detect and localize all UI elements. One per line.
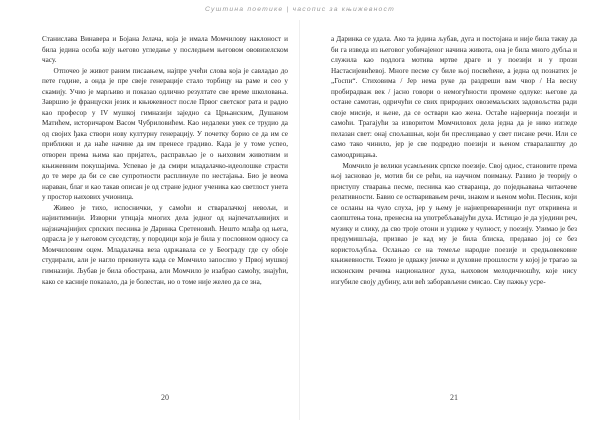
right-page [331,34,577,287]
page-gutter [299,20,300,420]
left-page [42,34,288,287]
right-page-number: 21 [450,393,458,402]
left-paragraph-1: Станислава Винавера и Бојана Јелача, која је имала Момчилову наклоност и била једина особа коју његово угледање у последњем његовом ововизелском часу. [42,35,288,65]
left-paragraph-3: Живео је тихо, испоснички, у самоћи и стваралачкој невољи, и најинтимнији. Изворни утицаја многих дела једног од најпечатљивијих и најзначајнијих српских песника је Даринка Сретеновић. Нешто млађа од њега, одрасла је у његовом суседству, у породици која је била у пословном односу са Момчиловим оцем. Младалачка веза одржавала се у Београду где су обоје студирали, али је нагло прекинута када се Момчило запослио у Првој мушкој гимназији. Љубав је била обострана, али Момчило је изабрао самоћу, знајући, како се касније показало, да је болестан, но о томе није желео да се зна, [42,203,288,286]
right-paragraph-2: Момчило је велики усамљеник српске поезије. Свој однос, становите према њој засновао је, мотив би се рећи, на научном поимању. Развио је теорију о приступу стварања песме, песника као стваранца, до поједњавања читаочеве релативности. Бавио се остваривањем речи, знаком и њеном моћи. Песник, који се осланы на чуло слуха, јер у њему је најнепревареннији пут откривена и саопштења тона, пренесиа на употребљавајући духа. Истицао је да уједини реч, музику и слику, да сво троје отони и уздиже у чулност, у поезију. Узимао је без предумишљаја, призвао је кад му је била блиска, предавао јој се без користољубља. Ослањао се на темеље народне поезије и средњовековне књижевности. Тежио је одважу јенчке и духовне прошлости у којој је трагао за исконским речима националног духа, њиховом мелодичношћу, које нису изгубиле своју дубину, али већ заборављени смисао. Сву пажњу усре- [331,161,577,286]
left-page-number: 20 [161,393,169,402]
left-paragraph-2: Отпочео је живот раним писаањем, најпре учећи слова која је савладао до пете године, а онда је пре свеје генерације стало торбицу на раме и сео у скамију. Учио је марљиво и показао одлично резултате све време школовања. Завршио је француски језик и књижевност после Првог светског рата и радио као професор у IV мушкој гимназији заједно са Црњанским, Душаном Матићем, историчаром Васом Чубриловићем. Као недалеки увек се трудио да од својих ђака створи нову културну генерацију. У почетку борио се да им се приближи и да наће начине да им пренесе градиво. Када је у томе успео, отворен према њима као пријатељ, расправљао је о њиховим животним и књижевним покушајима. Успевао је да смири младалачко-идеолошке страсти до те мере да би се све супротности расплинуле по нестајања. Био је веома нараван, благ и као такав описан је од стране једног ученика као светлост унета у простор њихових учионица. [42,66,288,202]
running-header: Суштина поетике | часопис за књижевност [205,6,395,13]
right-paragraph-1: а Даринка се удала. Ако та једина љубав, дуга и постојана и није била такву да би га изведа из његовог уобичајеног начина живота, она је била много дубља и служила као подлога мотива мртве драге и у поезији и у прози Настасијевићевој. Многе песме су биле њој посвећене, а једна од познатих је „Госпи“. Стиховима / Јер нема руке да раздреши вам чвор / На весну пробирадваж век / јасно говори о немогућности промене одлуке: његове да остане самотан, одричући се свих природних овоземаљских задовољства ради своје мисије, и њене, да се оствари као жена. Остаће највернија поезији и самоћи. Трагајући за изворитом Момчиловох дела једна да је нико изгледе пелазан свет: онај спољашњи, који би преслицавао у свет писане речи. Или се само тако чинило, јер је све подредио поезији и њеном стваралаштву до самоодрицања. [331,35,577,160]
